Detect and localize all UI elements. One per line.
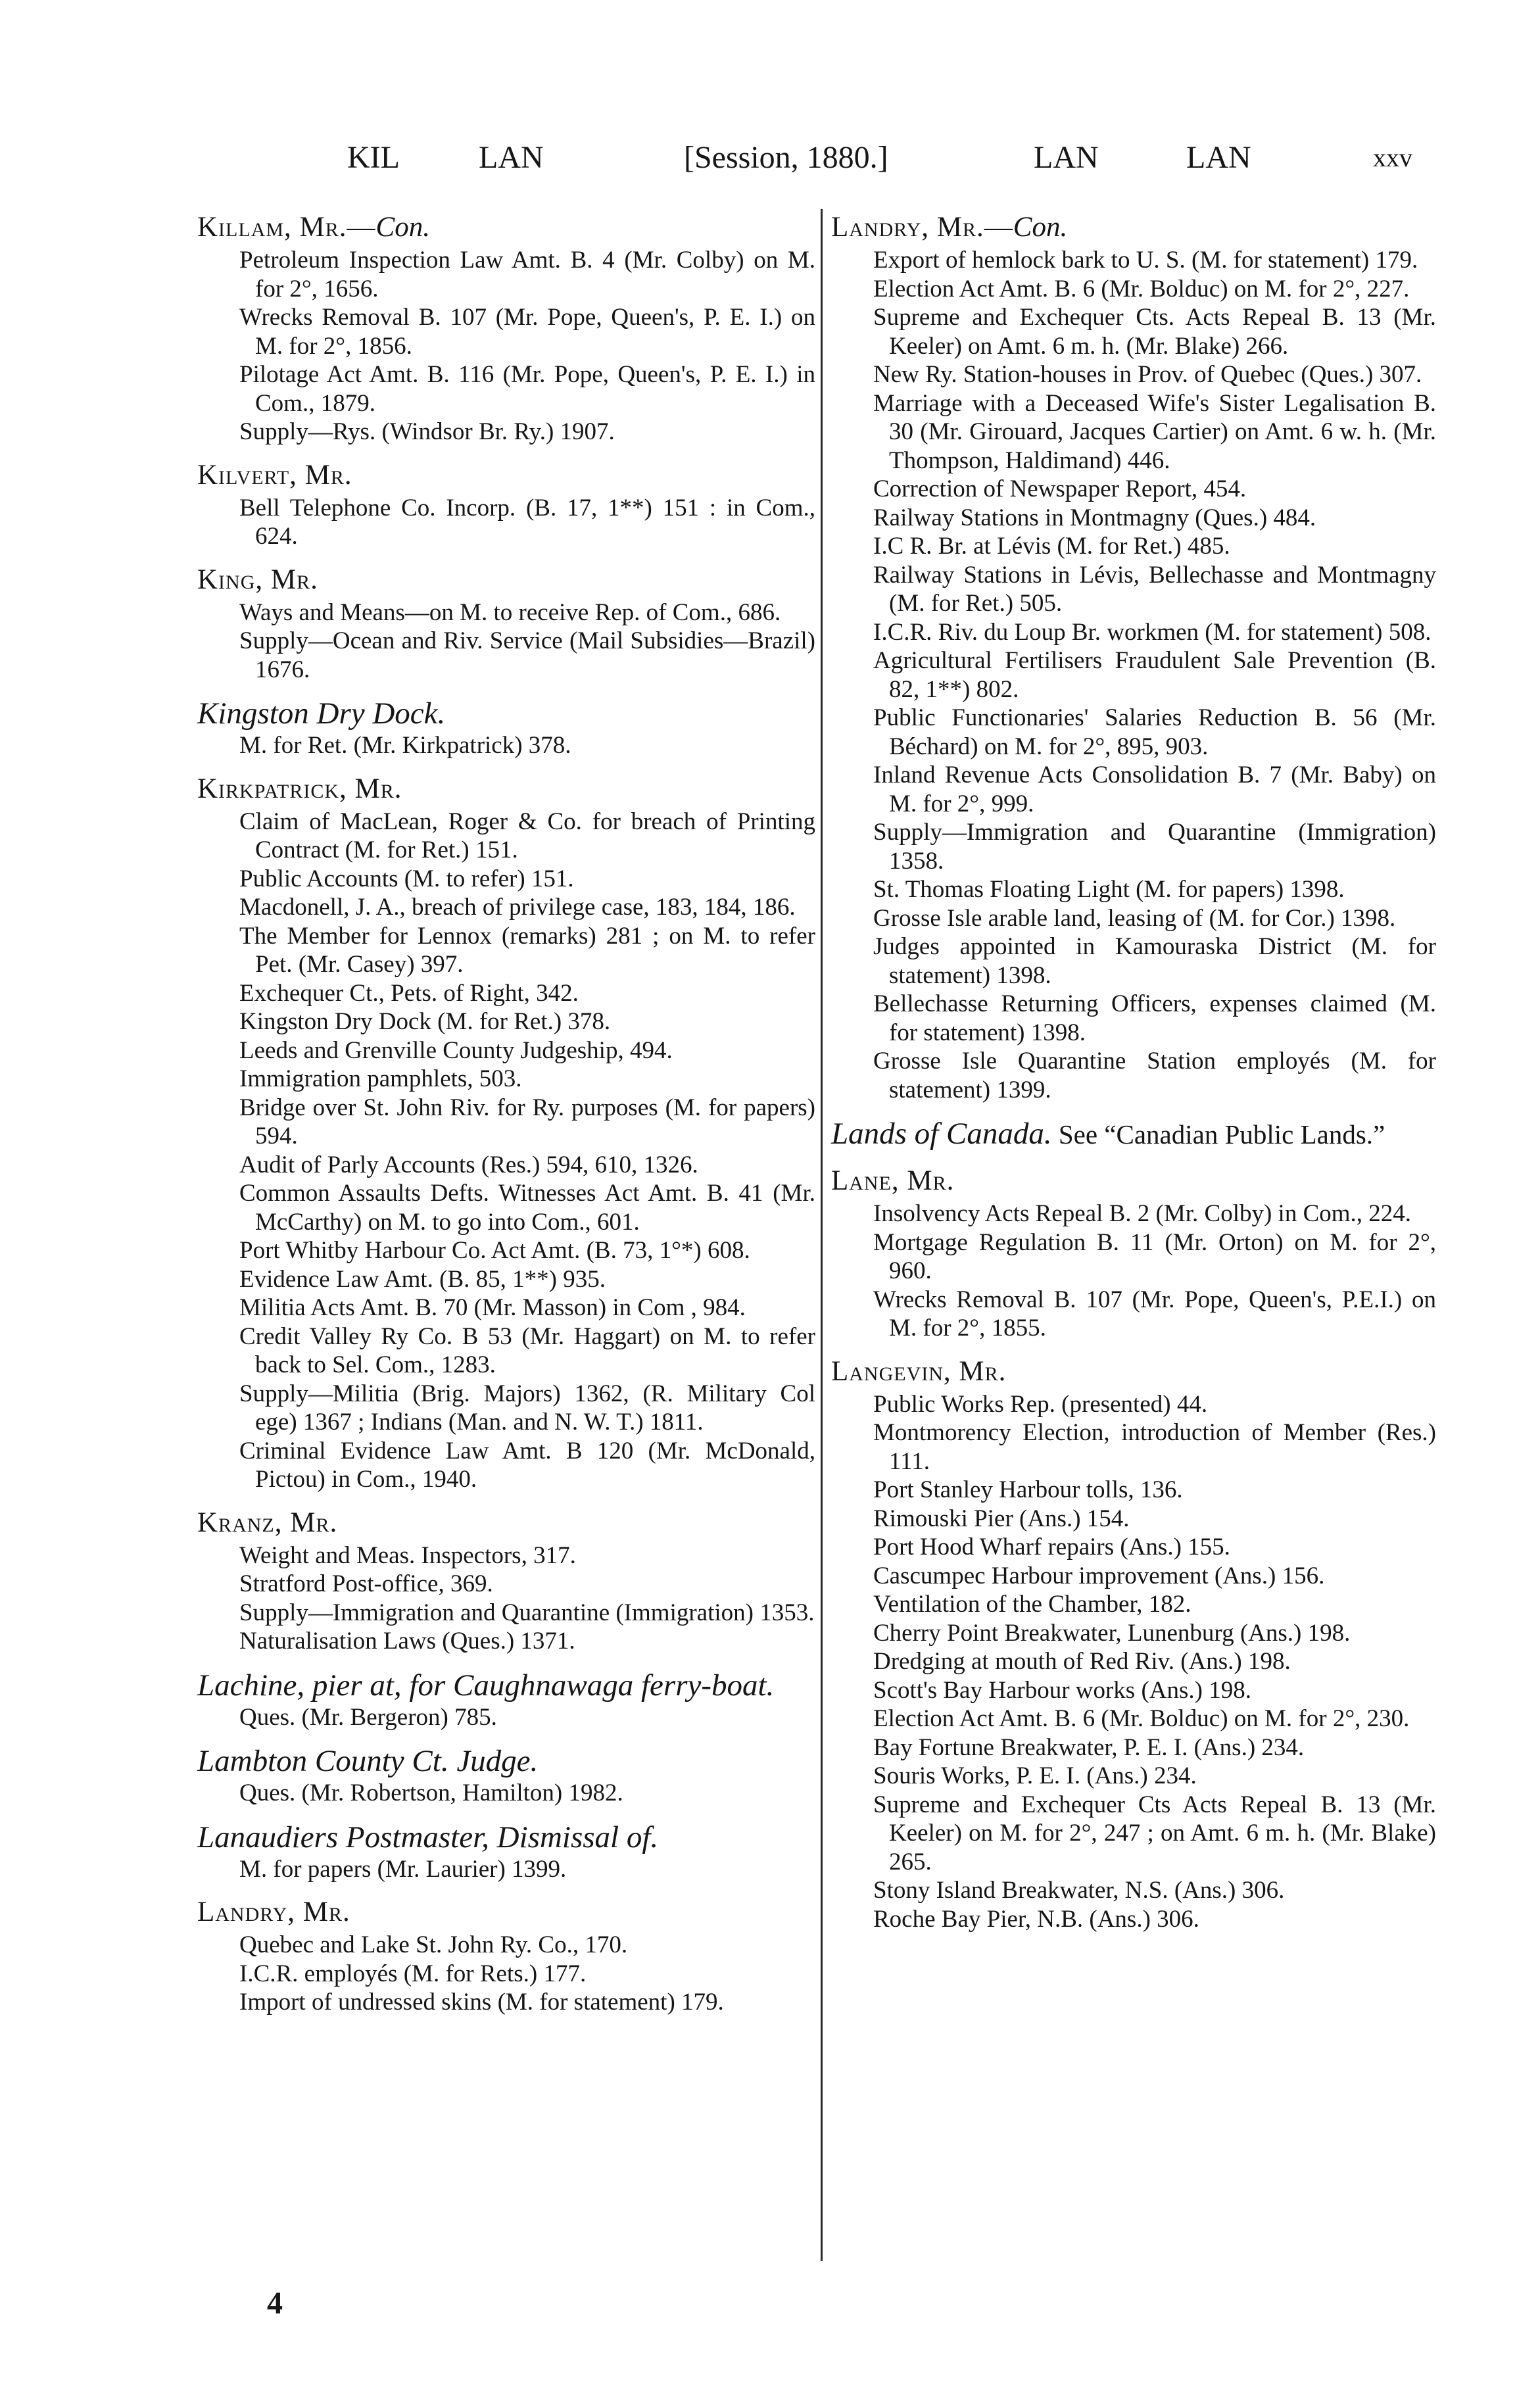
index-item: Weight and Meas. Inspectors, 317. <box>239 1541 576 1569</box>
member-heading <box>197 458 815 493</box>
index-item: Wrecks Removal B. 107 (Mr. Pope, Queen's, P.E.I.) on M. for 2°, 1855. <box>873 1286 1436 1342</box>
right-column <box>831 210 1436 1945</box>
index-item: Naturalisation Laws (Ques.) 1371. <box>239 1628 575 1655</box>
member-name: Kranz, Mr. <box>197 1507 338 1538</box>
topic-title: Lachine, pier at, for Caughnawaga ferry-boat. <box>197 1668 775 1703</box>
topic-heading <box>197 1668 815 1703</box>
index-item: Bridge over St. John Riv. for Ry. purposes (M. for papers) 594. <box>239 1094 815 1149</box>
index-item: Marriage with a Deceased Wife's Sister Legalisation B. 30 (Mr. Girouard, Jacques Cartier) on Amt. 6 w. h. (Mr. Thompson, Haldimand) 446. <box>873 389 1436 474</box>
index-item: Supply—Ocean and Riv. Service (Mail Subsidies—Brazil) 1676. <box>239 627 815 683</box>
head-right-2: LAN <box>1186 140 1251 175</box>
index-item: I.C R. Br. at Lévis (M. for Ret.) 485. <box>873 533 1230 560</box>
index-item: Audit of Parly Accounts (Res.) 594, 610, 1326. <box>239 1151 698 1178</box>
member-name: Landry, Mr.— <box>831 212 1013 243</box>
index-entry <box>831 1116 1436 1152</box>
topic-title: Lanaudiers Postmaster, Dismissal of. <box>197 1820 659 1854</box>
index-item: Judges appointed in Kamouraska District (M. for statement) 1398. <box>873 933 1436 989</box>
index-item: Claim of MacLean, Roger & Co. for breach of Printing Contract (M. for Ret.) 151. <box>239 808 815 863</box>
left-column <box>197 210 815 2029</box>
index-entry <box>197 1743 815 1808</box>
index-entry <box>197 696 815 760</box>
index-entry <box>197 458 815 551</box>
index-entry <box>197 1506 815 1656</box>
topic-heading <box>197 1820 815 1855</box>
index-item: Supply—Immigration and Quarantine (Immigration) 1353. <box>239 1599 815 1626</box>
index-entry <box>197 1820 815 1884</box>
member-heading <box>831 1355 1436 1389</box>
index-item: Stony Island Breakwater, N.S. (Ans.) 306. <box>873 1877 1285 1904</box>
cross-reference: See “Canadian Public Lands.” <box>1051 1119 1385 1149</box>
index-item: Immigration pamphlets, 503. <box>239 1065 522 1092</box>
index-entry <box>831 1164 1436 1343</box>
head-right-1: LAN <box>1034 140 1099 175</box>
index-entry <box>197 1895 815 2017</box>
index-item: Exchequer Ct., Pets. of Right, 342. <box>239 979 579 1007</box>
head-left-1: KIL <box>347 140 400 175</box>
index-item: Stratford Post-office, 369. <box>239 1570 493 1597</box>
index-entry <box>197 563 815 685</box>
member-name: Killam, Mr.— <box>197 212 376 243</box>
index-item: Common Assaults Defts. Witnesses Act Amt. B. 41 (Mr. McCarthy) on M. to go into Com., 601. <box>239 1180 815 1236</box>
index-item: Railway Stations in Montmagny (Ques.) 484. <box>873 504 1316 531</box>
index-entry <box>831 210 1436 1104</box>
index-item: Dredging at mouth of Red Riv. (Ans.) 198. <box>873 1648 1291 1675</box>
member-heading <box>831 210 1436 245</box>
index-entry <box>831 1355 1436 1934</box>
topic-heading <box>197 1743 815 1779</box>
head-center: [Session, 1880.] <box>684 140 888 175</box>
index-item: Supreme and Exchequer Cts Acts Repeal B. 13 (Mr. Keeler) on M. for 2°, 247 ; on Amt. 6 m. h. (Mr. Blake) 265. <box>873 1791 1436 1875</box>
page-number: xxv <box>1373 143 1412 172</box>
index-item: M. for Ret. (Mr. Kirkpatrick) 378. <box>239 732 571 759</box>
index-item: Port Stanley Harbour tolls, 136. <box>873 1476 1183 1503</box>
topic-heading <box>197 696 815 731</box>
member-heading <box>197 1506 815 1540</box>
index-item: Souris Works, P. E. I. (Ans.) 234. <box>873 1762 1197 1789</box>
topic-title: Lands of Canada. <box>831 1117 1052 1151</box>
continued-label: Con. <box>1013 212 1068 243</box>
running-head <box>197 135 1460 181</box>
index-item: Roche Bay Pier, N.B. (Ans.) 306. <box>873 1905 1199 1933</box>
index-item: Pilotage Act Amt. B. 116 (Mr. Pope, Queen's, P. E. I.) in Com., 1879. <box>239 361 815 417</box>
member-heading <box>197 1895 815 1929</box>
member-name: Landry, Mr. <box>197 1897 350 1927</box>
index-item: Criminal Evidence Law Amt. B 120 (Mr. McDonald, Pictou) in Com., 1940. <box>239 1437 815 1493</box>
index-item: Credit Valley Ry Co. B 53 (Mr. Haggart) on M. to refer back to Sel. Com., 1283. <box>239 1322 815 1378</box>
index-item: Cherry Point Breakwater, Lunenburg (Ans.) 198. <box>873 1619 1351 1647</box>
index-item: Public Functionaries' Salaries Reduction B. 56 (Mr. Béchard) on M. for 2°, 895, 903. <box>873 704 1436 760</box>
member-heading <box>831 1164 1436 1198</box>
index-item: Wrecks Removal B. 107 (Mr. Pope, Queen's, P. E. I.) on M. for 2°, 1856. <box>239 304 815 360</box>
index-entry <box>197 1668 815 1732</box>
index-item: Ques. (Mr. Bergeron) 785. <box>239 1703 497 1731</box>
index-item: Supply—Immigration and Quarantine (Immigration) 1358. <box>873 819 1436 875</box>
member-name: Lane, Mr. <box>831 1165 955 1196</box>
member-heading <box>197 563 815 597</box>
index-item: Election Act Amt. B. 6 (Mr. Bolduc) on M. for 2°, 230. <box>873 1705 1410 1732</box>
index-item: Insolvency Acts Repeal B. 2 (Mr. Colby) in Com., 224. <box>873 1200 1412 1227</box>
index-item: Correction of Newspaper Report, 454. <box>873 475 1247 502</box>
index-item: I.C.R. employés (M. for Rets.) 177. <box>239 1960 587 1987</box>
index-item: Bay Fortune Breakwater, P. E. I. (Ans.) 234. <box>873 1733 1305 1761</box>
index-item: Port Hood Wharf repairs (Ans.) 155. <box>873 1534 1230 1560</box>
index-item: Supply—Rys. (Windsor Br. Ry.) 1907. <box>239 418 615 445</box>
index-item: Petroleum Inspection Law Amt. B. 4 (Mr. Colby) on M. for 2°, 1656. <box>239 247 815 302</box>
index-entry <box>197 210 815 447</box>
index-item: Bell Telephone Co. Incorp. (B. 17, 1**) 151 : in Com., 624. <box>239 494 815 550</box>
index-item: Port Whitby Harbour Co. Act Amt. (B. 73, 1°*) 608. <box>239 1237 750 1264</box>
topic-heading <box>831 1116 1436 1152</box>
index-item: Rimouski Pier (Ans.) 154. <box>873 1505 1130 1532</box>
head-left-2: LAN <box>479 140 544 175</box>
index-item: Kingston Dry Dock (M. for Ret.) 378. <box>239 1008 611 1035</box>
index-item: Montmorency Election, introduction of Member (Res.) 111. <box>873 1419 1436 1475</box>
index-item: Grosse Isle Quarantine Station employés (M. for statement) 1399. <box>873 1048 1436 1103</box>
member-name: Kilvert, Mr. <box>197 459 352 491</box>
index-item: Agricultural Fertilisers Fraudulent Sale Prevention (B. 82, 1**) 802. <box>873 647 1436 703</box>
index-item: Public Works Rep. (presented) 44. <box>873 1390 1208 1418</box>
index-item: I.C.R. Riv. du Loup Br. workmen (M. for statement) 508. <box>873 618 1432 646</box>
index-item: Supreme and Exchequer Cts. Acts Repeal B. 13 (Mr. Keeler) on Amt. 6 m. h. (Mr. Blake) 266. <box>873 304 1436 360</box>
index-item: Import of undressed skins (M. for statement) 179. <box>239 1989 724 2016</box>
index-item: St. Thomas Floating Light (M. for papers) 1398. <box>873 876 1345 903</box>
index-item: The Member for Lennox (remarks) 281 ; on M. to refer Pet. (Mr. Casey) 397. <box>239 922 815 978</box>
index-item: Ventilation of the Chamber, 182. <box>873 1591 1191 1618</box>
index-item: Ways and Means—on M. to receive Rep. of Com., 686. <box>239 598 781 626</box>
column-divider <box>821 209 823 2261</box>
topic-title: Lambton County Ct. Judge. <box>197 1744 539 1778</box>
index-item: Ques. (Mr. Robertson, Hamilton) 1982. <box>239 1779 623 1806</box>
member-heading <box>197 772 815 806</box>
member-name: Kirkpatrick, Mr. <box>197 773 402 804</box>
index-item: Grosse Isle arable land, leasing of (M. for Cor.) 1398. <box>873 904 1396 932</box>
index-item: Macdonell, J. A., breach of privilege case, 183, 184, 186. <box>239 894 796 921</box>
index-item: Railway Stations in Lévis, Bellechasse and Montmagny (M. for Ret.) 505. <box>873 561 1436 617</box>
member-name: King, Mr. <box>197 564 318 595</box>
index-item: Evidence Law Amt. (B. 85, 1**) 935. <box>239 1265 606 1293</box>
index-entry <box>197 772 815 1494</box>
index-item: Supply—Militia (Brig. Majors) 1362, (R. Military Col ege) 1367 ; Indians (Man. and N. W. T.) 1811. <box>239 1380 815 1436</box>
index-item: Militia Acts Amt. B. 70 (Mr. Masson) in Com , 984. <box>239 1294 746 1321</box>
member-name: Langevin, Mr. <box>831 1355 1007 1387</box>
index-item: Mortgage Regulation B. 11 (Mr. Orton) on M. for 2°, 960. <box>873 1228 1436 1284</box>
index-item: Election Act Amt. B. 6 (Mr. Bolduc) on M. for 2°, 227. <box>873 275 1410 302</box>
index-item: M. for papers (Mr. Laurier) 1399. <box>239 1855 567 1883</box>
member-heading <box>197 210 815 245</box>
continued-label: Con. <box>375 212 430 243</box>
topic-title: Kingston Dry Dock. <box>197 696 446 731</box>
index-item: Bellechasse Returning Officers, expenses claimed (M. for statement) 1398. <box>873 990 1436 1046</box>
index-item: Public Accounts (M. to refer) 151. <box>239 865 574 892</box>
page-folio: 4 <box>267 2286 283 2321</box>
index-item: New Ry. Station-houses in Prov. of Quebec (Ques.) 307. <box>873 361 1422 388</box>
index-item: Quebec and Lake St. John Ry. Co., 170. <box>239 1931 628 1958</box>
index-item: Export of hemlock bark to U. S. (M. for statement) 179. <box>873 247 1418 274</box>
index-item: Cascumpec Harbour improvement (Ans.) 156. <box>873 1562 1325 1589</box>
index-item: Scott's Bay Harbour works (Ans.) 198. <box>873 1676 1251 1704</box>
index-item: Inland Revenue Acts Consolidation B. 7 (Mr. Baby) on M. for 2°, 999. <box>873 762 1436 817</box>
index-item: Leeds and Grenville County Judgeship, 494. <box>239 1036 673 1064</box>
